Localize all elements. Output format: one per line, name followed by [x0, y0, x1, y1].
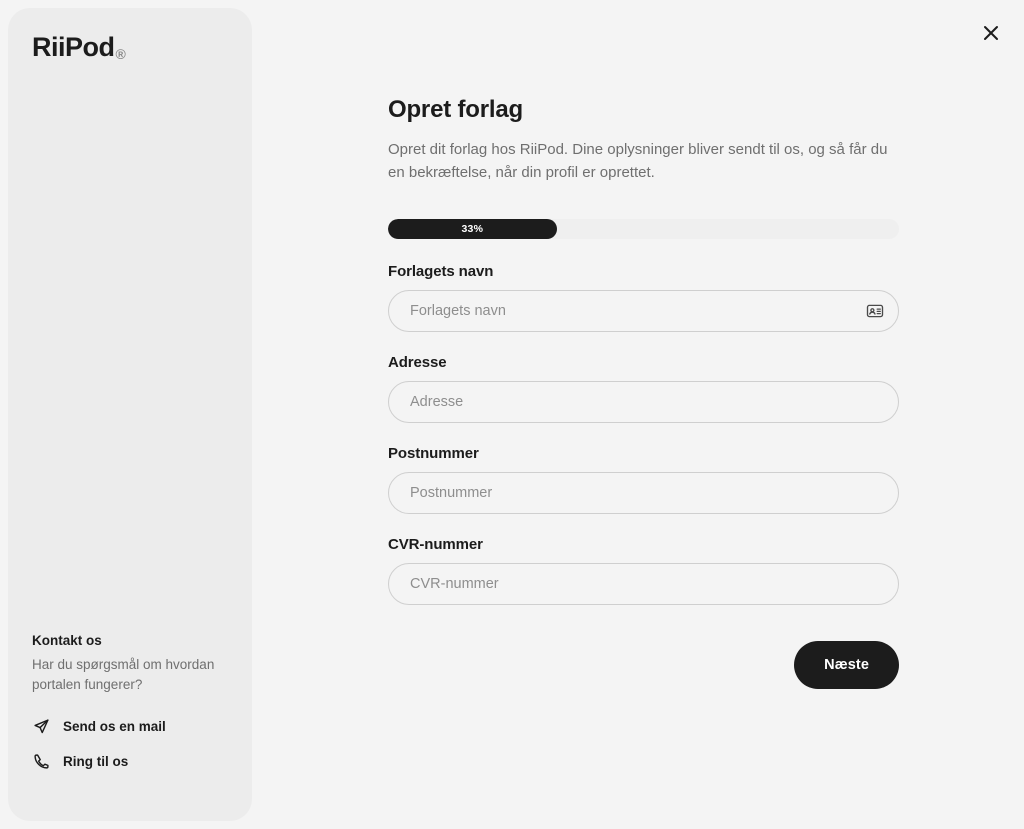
create-publisher-form [388, 0, 900, 689]
page-title: Opret forlag [388, 96, 523, 123]
contact-link-phone-label: Ring til os [63, 754, 129, 769]
field-address [388, 354, 900, 423]
phone-icon [32, 752, 51, 771]
field-cvr-number [388, 536, 900, 605]
field-label-cvr-number: CVR-nummer [388, 535, 483, 553]
contact-link-email-label: Send os en mail [63, 719, 166, 734]
app-logo [32, 34, 228, 61]
field-label-postal-code: Postnummer [388, 444, 479, 462]
field-publisher-name [388, 263, 900, 332]
form-actions [388, 641, 899, 689]
page-description: Opret dit forlag hos RiiPod. Dine oplysninger bliver sendt til os, og så får du en bekræftelse, når din profil er oprettet. [388, 141, 888, 182]
address-card-icon [866, 302, 884, 320]
field-label-publisher-name: Forlagets navn [388, 262, 494, 280]
progress-percent-label: 33% [461, 222, 484, 235]
next-button[interactable]: Næste [794, 641, 899, 689]
contact-description: Har du spørgsmål om hvordan portalen fungerer? [32, 656, 215, 692]
close-icon[interactable] [974, 16, 1008, 50]
progress-bar [388, 219, 899, 239]
progress-bar-fill [388, 219, 557, 239]
address-input[interactable] [388, 381, 899, 423]
postal-code-input[interactable] [388, 472, 899, 514]
logo-registered-mark: ® [115, 46, 126, 62]
contact-block [32, 633, 228, 796]
contact-link-phone[interactable] [32, 752, 228, 771]
publisher-name-input[interactable] [388, 290, 899, 332]
contact-title: Kontakt os [32, 632, 102, 648]
logo-text: RiiPod [32, 32, 115, 62]
sidebar [8, 8, 252, 821]
field-label-address: Adresse [388, 353, 447, 371]
paper-plane-icon [32, 717, 51, 736]
field-postal-code [388, 445, 900, 514]
contact-link-email[interactable] [32, 717, 228, 736]
cvr-number-input[interactable] [388, 563, 899, 605]
